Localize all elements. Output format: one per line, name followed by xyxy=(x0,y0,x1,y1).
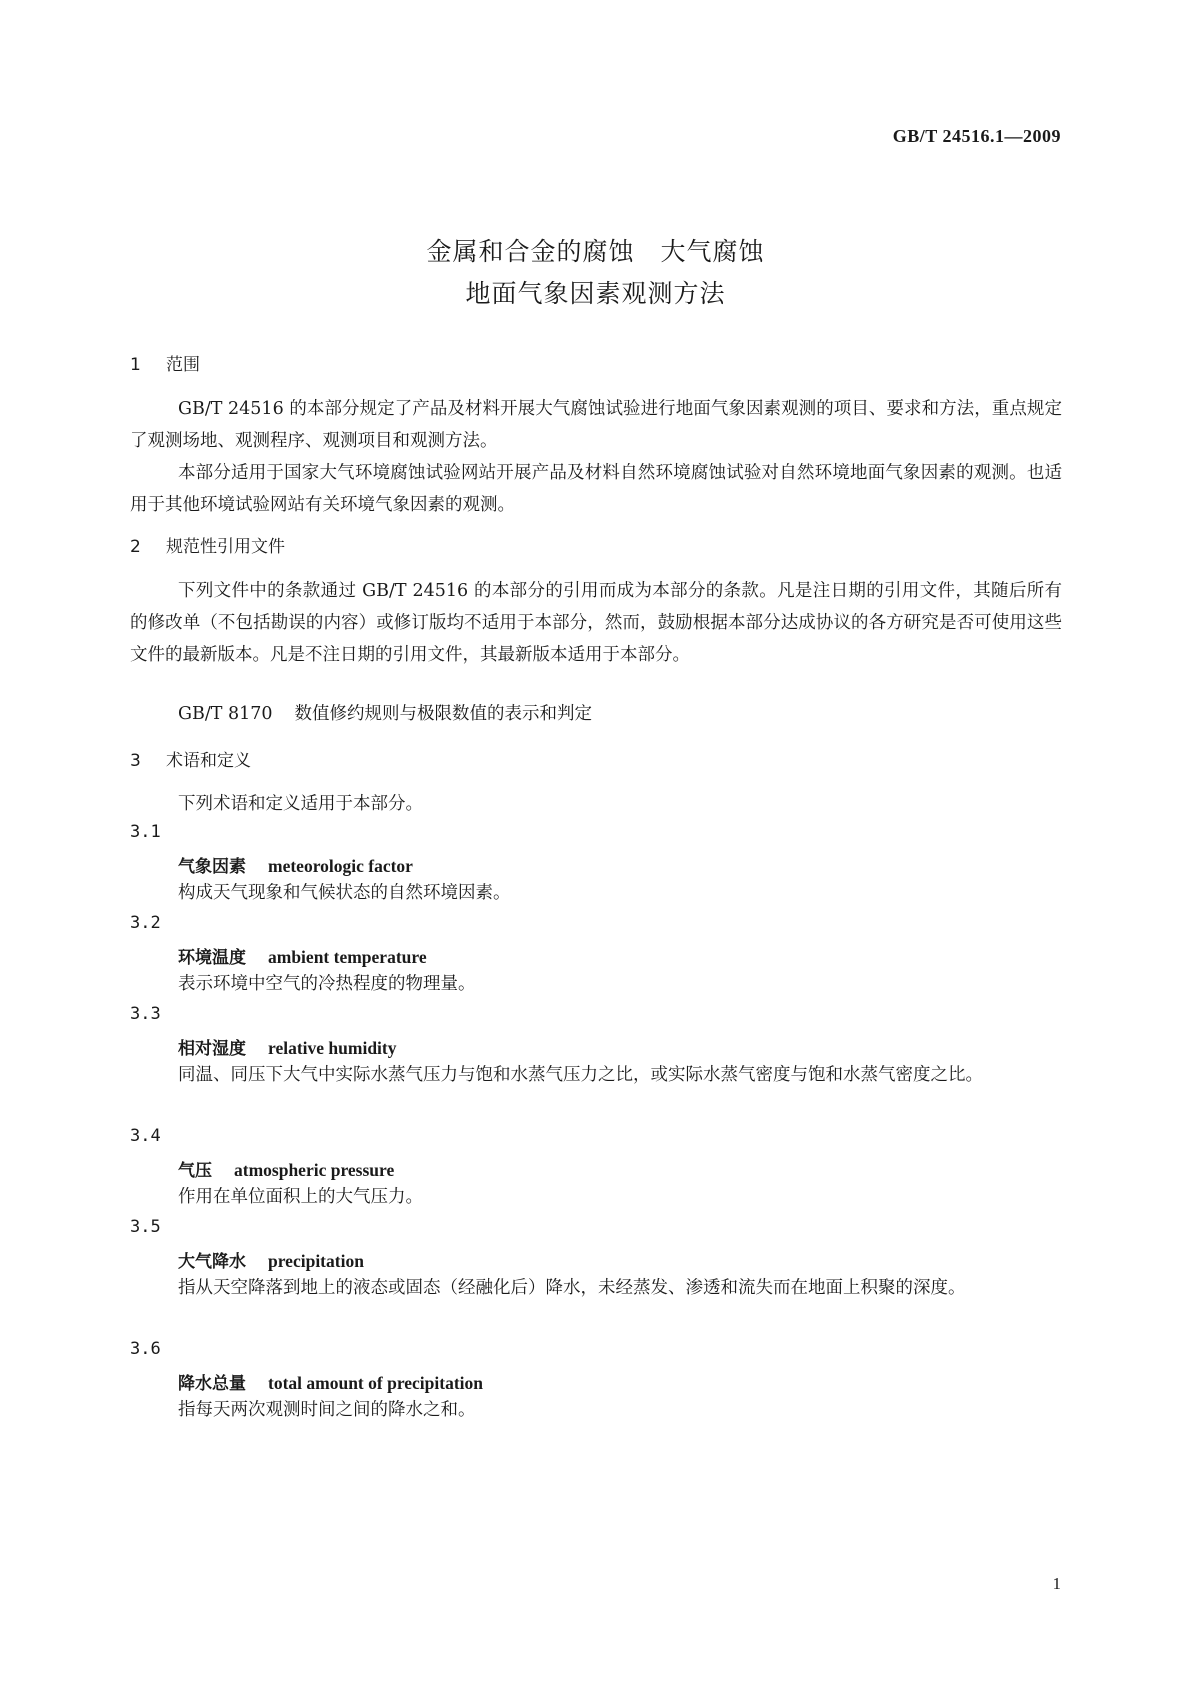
section-2-heading xyxy=(130,532,285,557)
clause-number: 3.5 xyxy=(130,1217,161,1237)
normative-references-paragraph: 下列文件中的条款通过 GB/T 24516 的本部分的引用而成为本部分的条款。凡是注日期的引用文件，其随后所有的修改单（不包括勘误的内容）或修订版均不适用于本部分，然而，鼓励根据本部分达成协议的各方研究是否可使用这些文件的最新版本。凡是不注日期的引用文件，其最新版本适用于本部分。 xyxy=(130,581,1062,665)
term-en: precipitation xyxy=(268,1251,364,1271)
section-number: 2 xyxy=(130,537,141,557)
reference-code: GB/T 8170 xyxy=(178,704,273,724)
terms-intro: 下列术语和定义适用于本部分。 xyxy=(178,794,423,814)
term-heading xyxy=(178,1369,483,1394)
term-zh: 气象因素 xyxy=(178,857,246,877)
reference-entry xyxy=(178,700,592,725)
reference-title: 数值修约规则与极限数值的表示和判定 xyxy=(294,704,593,724)
term-heading xyxy=(178,1034,397,1059)
term-zh: 气压 xyxy=(178,1161,212,1181)
section-number: 1 xyxy=(130,355,141,375)
clause-number: 3.2 xyxy=(130,913,161,933)
term-en: ambient temperature xyxy=(268,947,427,967)
term-heading xyxy=(178,1156,394,1181)
scope-paragraph-2: 本部分适用于国家大气环境腐蚀试验网站开展产品及材料自然环境腐蚀试验对自然环境地面气象因素的观测。也适用于其他环境试验网站有关环境气象因素的观测。 xyxy=(130,463,1062,515)
section-title: 规范性引用文件 xyxy=(166,537,285,557)
section-title: 范围 xyxy=(166,355,200,375)
term-en: relative humidity xyxy=(268,1038,397,1058)
scope-paragraph-1: GB/T 24516 的本部分规定了产品及材料开展大气腐蚀试验进行地面气象因素观测的项目、要求和方法，重点规定了观测场地、观测程序、观测项目和观测方法。 xyxy=(130,399,1062,451)
section-title: 术语和定义 xyxy=(166,751,251,771)
term-definition: 作用在单位面积上的大气压力。 xyxy=(178,1187,423,1207)
term-en: meteorologic factor xyxy=(268,856,413,876)
section-number: 3 xyxy=(130,751,141,771)
term-definition: 构成天气现象和气候状态的自然环境因素。 xyxy=(178,883,511,903)
term-en: total amount of precipitation xyxy=(268,1373,484,1393)
standard-code: GB/T 24516.1—2009 xyxy=(892,126,1061,146)
term-zh: 相对湿度 xyxy=(178,1039,246,1059)
section-3-heading xyxy=(130,746,251,771)
clause-number: 3.3 xyxy=(130,1004,161,1024)
term-zh: 降水总量 xyxy=(178,1374,246,1394)
section-1-heading xyxy=(130,350,200,375)
term-definition: 指每天两次观测时间之间的降水之和。 xyxy=(178,1400,476,1420)
term-heading xyxy=(178,943,427,968)
term-en: atmospheric pressure xyxy=(234,1160,395,1180)
page-number: 1 xyxy=(1052,1574,1061,1593)
clause-number: 3.6 xyxy=(130,1339,161,1359)
term-heading xyxy=(178,1247,364,1272)
document-title-line2: 地面气象因素观测方法 xyxy=(465,279,726,308)
term-zh: 环境温度 xyxy=(178,948,246,968)
clause-number: 3.1 xyxy=(130,822,161,842)
document-title-line1: 金属和合金的腐蚀 大气腐蚀 xyxy=(426,237,765,266)
clause-number: 3.4 xyxy=(130,1126,161,1146)
term-definition: 同温、同压下大气中实际水蒸气压力与饱和水蒸气压力之比，或实际水蒸气密度与饱和水蒸气密度之比。 xyxy=(178,1065,983,1085)
term-definition: 表示环境中空气的冷热程度的物理量。 xyxy=(178,974,476,994)
term-zh: 大气降水 xyxy=(178,1252,246,1272)
term-definition: 指从天空降落到地上的液态或固态（经融化后）降水，未经蒸发、渗透和流失而在地面上积聚的深度。 xyxy=(178,1278,966,1298)
term-heading xyxy=(178,852,413,877)
